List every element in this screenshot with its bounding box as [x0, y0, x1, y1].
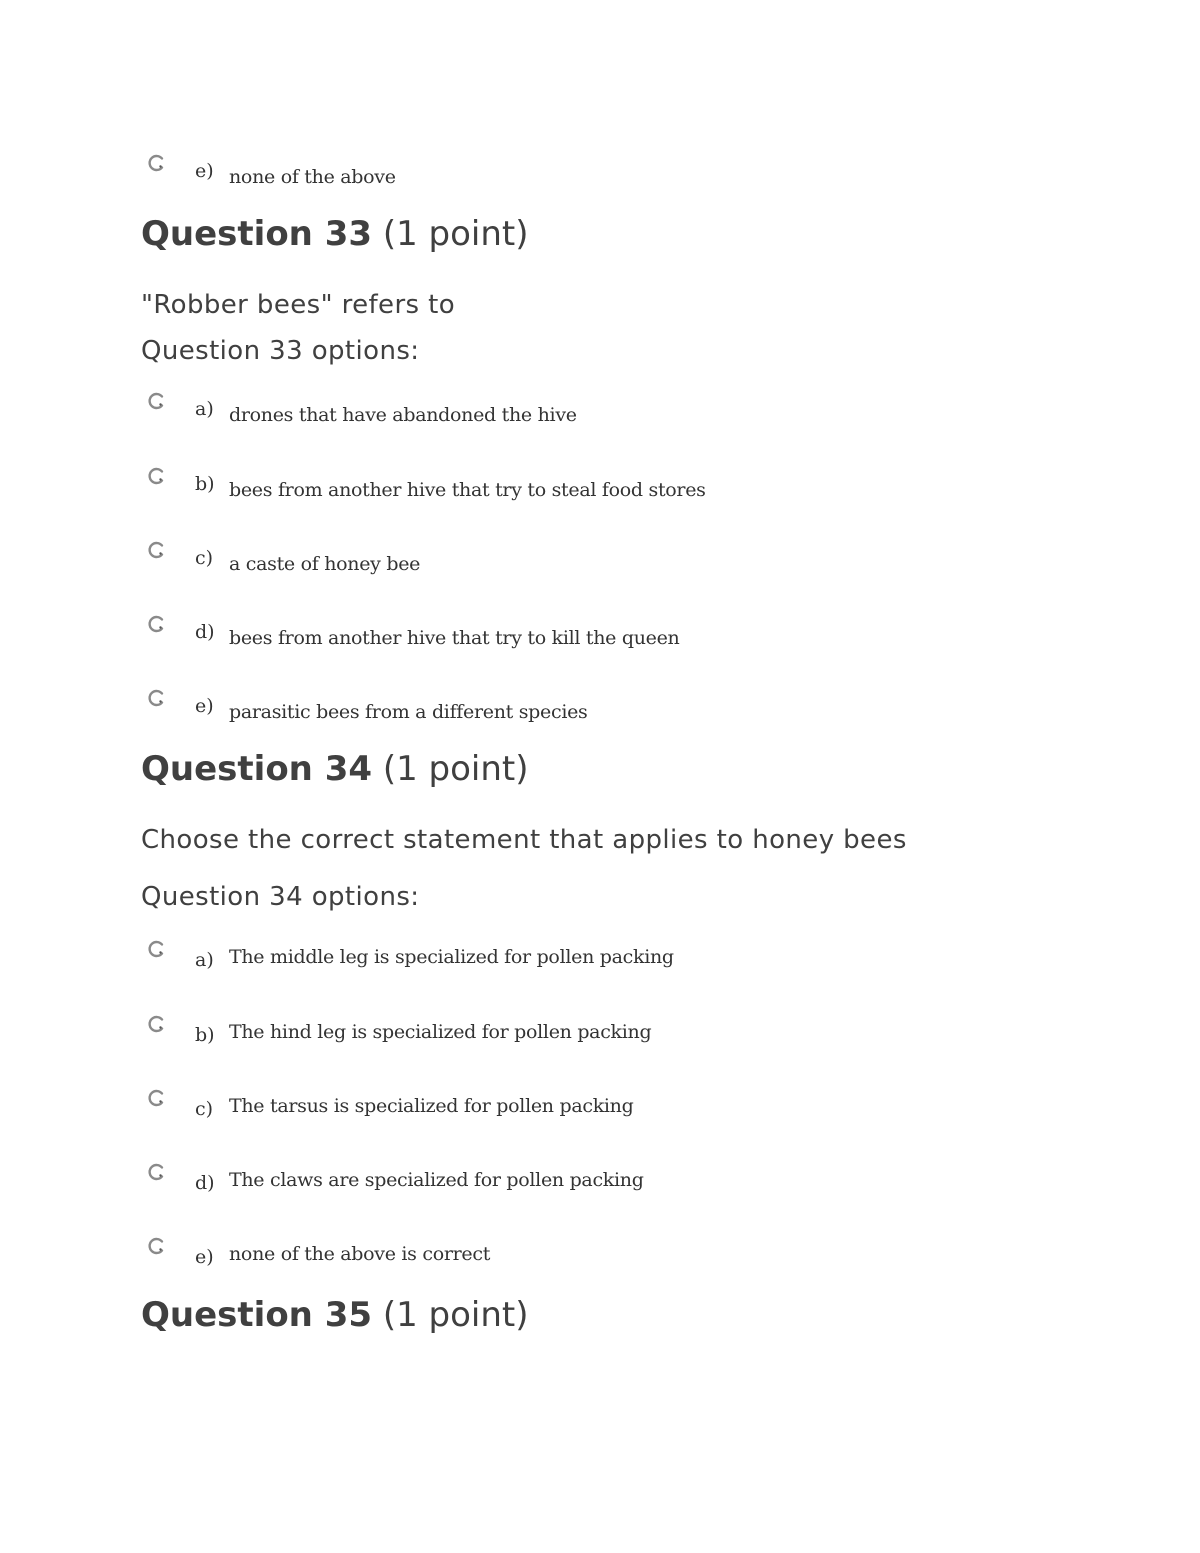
option-text: bees from another hive that try to kill the queen: [229, 627, 680, 649]
option-letter: b): [195, 1024, 215, 1046]
radio-button-icon[interactable]: [145, 938, 167, 960]
question-points: (1 point): [382, 1295, 529, 1335]
option-letter: c): [195, 1098, 214, 1120]
option-letter: e): [195, 695, 214, 717]
option-letter: d): [195, 621, 215, 643]
radio-button-icon[interactable]: [145, 1235, 167, 1257]
option-letter: b): [195, 473, 215, 495]
question-34-heading: [141, 749, 529, 789]
option-text: The middle leg is specialized for pollen packing: [229, 946, 674, 968]
option-letter: a): [195, 949, 214, 971]
radio-button-icon[interactable]: [145, 539, 167, 561]
option-text: The claws are specialized for pollen packing: [229, 1169, 644, 1191]
question-title: Question 35: [141, 1295, 373, 1335]
question-points: (1 point): [382, 214, 529, 254]
option-text: bees from another hive that try to steal food stores: [229, 479, 706, 501]
option-text: The hind leg is specialized for pollen packing: [229, 1021, 652, 1043]
radio-button-icon[interactable]: [145, 1161, 167, 1183]
radio-button-icon[interactable]: [145, 1087, 167, 1109]
option-text: parasitic bees from a different species: [229, 701, 588, 723]
option-letter: a): [195, 398, 214, 420]
option-text: a caste of honey bee: [229, 553, 421, 575]
option-letter: c): [195, 547, 214, 569]
option-letter: e): [195, 160, 214, 182]
question-title: Question 34: [141, 749, 373, 789]
question-33-heading: [141, 214, 529, 254]
radio-button-icon[interactable]: [145, 687, 167, 709]
question-35-heading: [141, 1295, 529, 1335]
question-33-prompt: "Robber bees" refers to: [141, 290, 456, 320]
question-title: Question 33: [141, 214, 373, 254]
option-text: none of the above: [229, 166, 396, 188]
option-text: drones that have abandoned the hive: [229, 404, 577, 426]
question-points: (1 point): [382, 749, 529, 789]
option-letter: e): [195, 1246, 214, 1268]
option-text: none of the above is correct: [229, 1243, 491, 1265]
option-letter: d): [195, 1172, 215, 1194]
question-34-options-label: Question 34 options:: [141, 882, 420, 912]
radio-button-icon[interactable]: [145, 390, 167, 412]
radio-button-icon[interactable]: [145, 613, 167, 635]
question-34-prompt: Choose the correct statement that applies to honey bees: [141, 825, 907, 855]
option-text: The tarsus is specialized for pollen packing: [229, 1095, 634, 1117]
radio-button-icon[interactable]: [145, 465, 167, 487]
question-33-options-label: Question 33 options:: [141, 336, 420, 366]
radio-button-icon[interactable]: [145, 1013, 167, 1035]
radio-button-icon[interactable]: [145, 152, 167, 174]
